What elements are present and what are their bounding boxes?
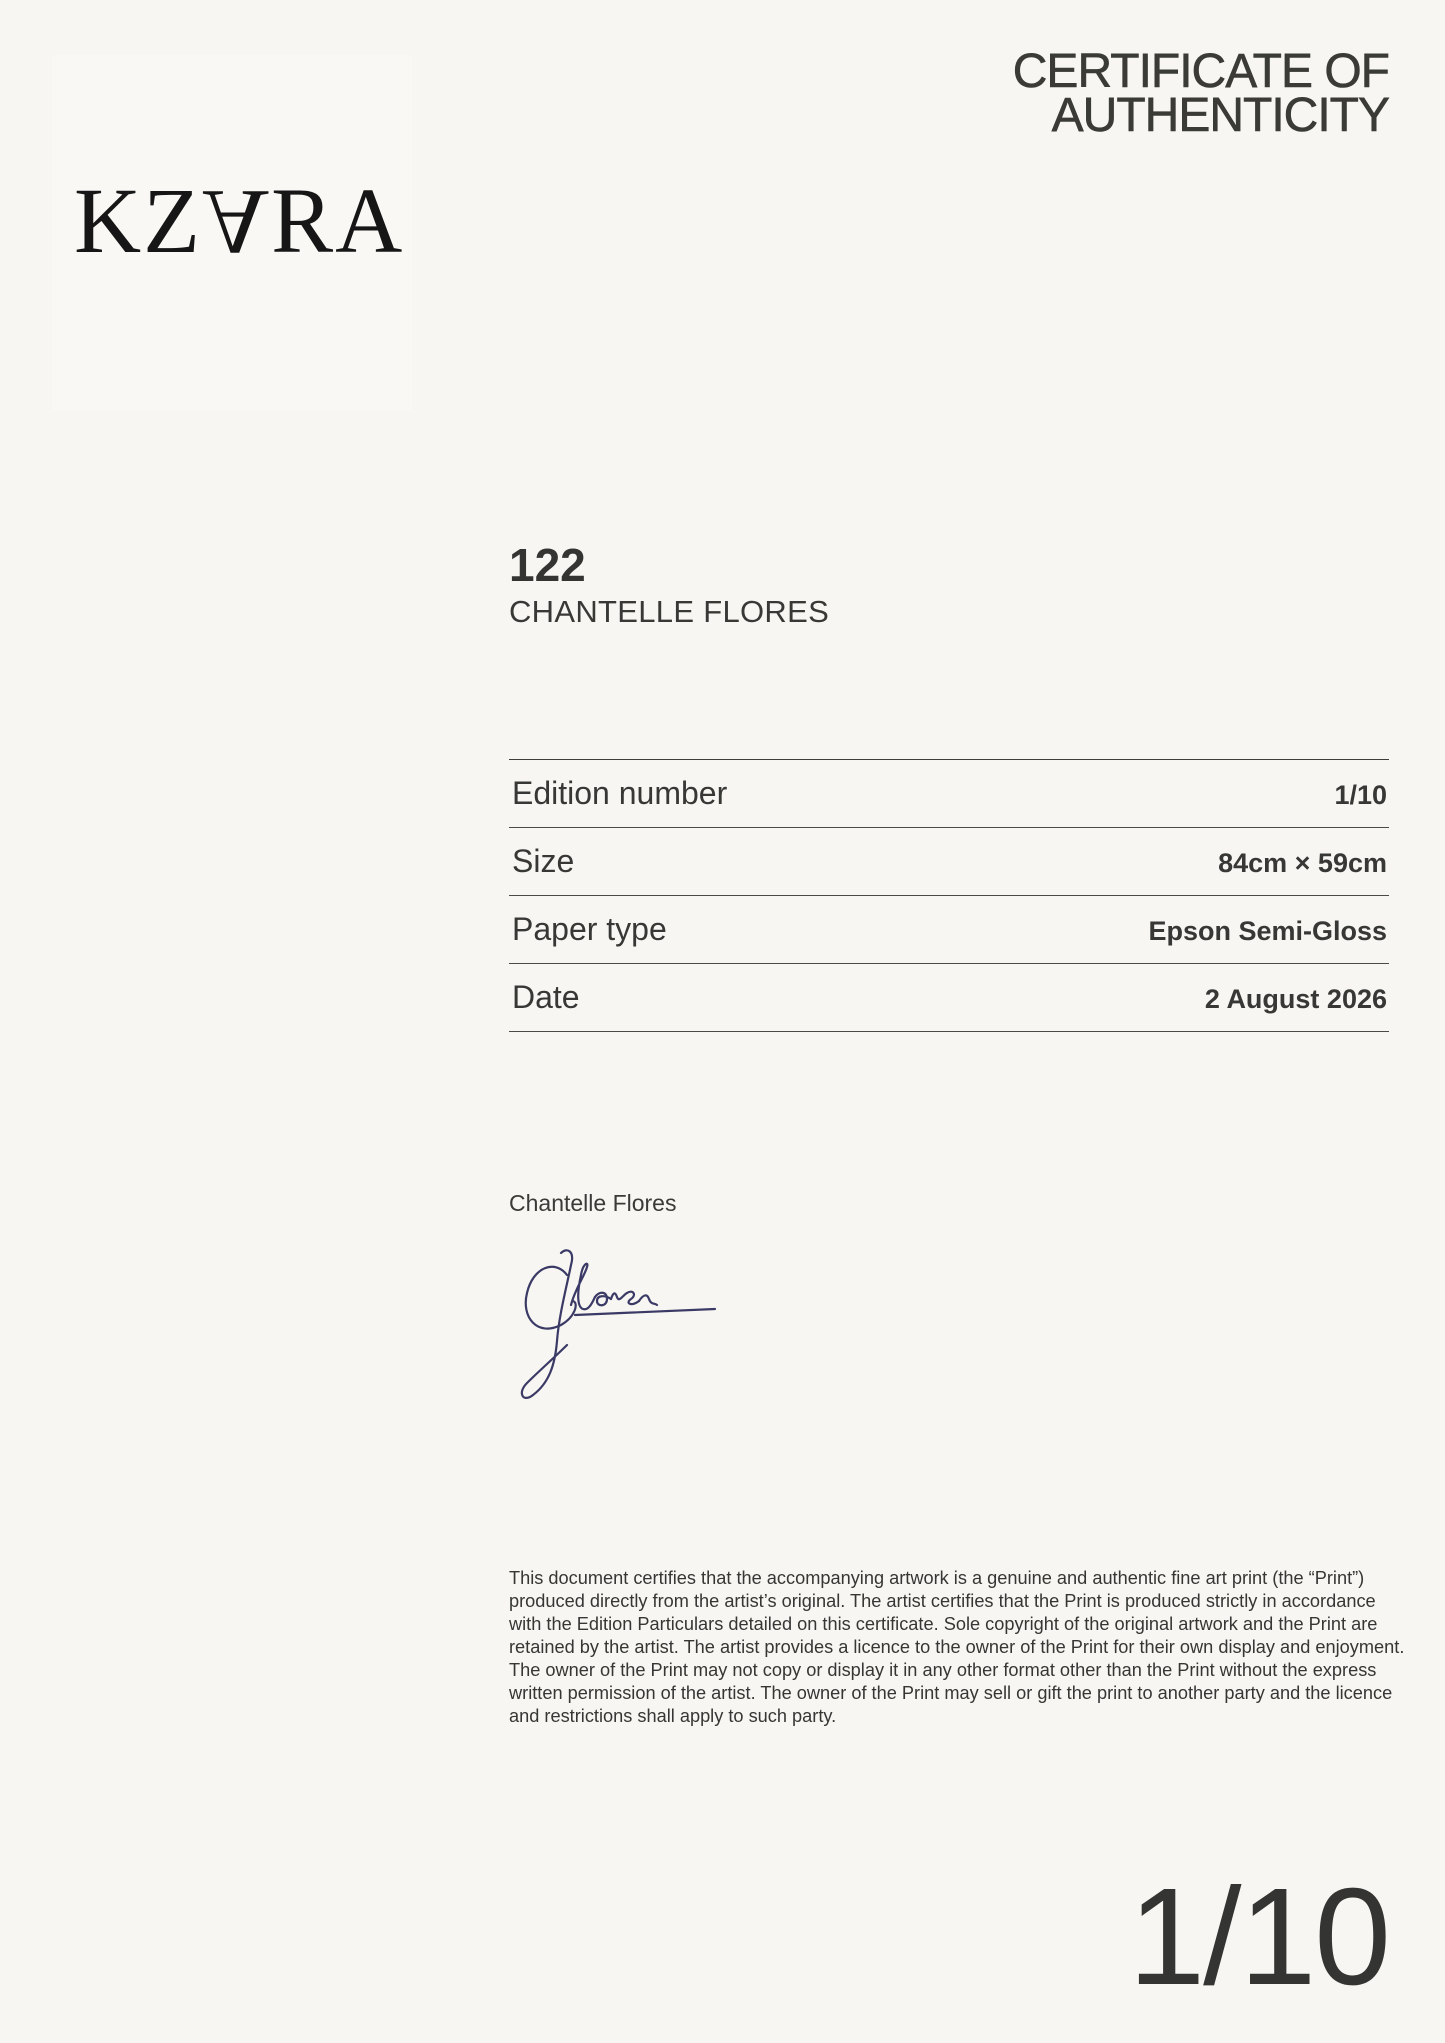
- logo-panel: [52, 55, 412, 410]
- detail-row-date: [509, 964, 1389, 1032]
- legal-paragraph: This document certifies that the accompanying artwork is a genuine and authentic fine art print (the “Print”) produced directly from the artist’s original. The artist certifies that the Print is produced strictly in accordance with the Edition Particulars detailed on this certificate. Sole copyright of the original artwork and the Print are retained by the artist. The artist provides a licence to the owner of the Print for their own display and enjoyment. The owner of the Print may not copy or display it in any other format other than the Print without the express written permission of the artist. The owner of the Print may sell or gift the print to another party and the licence and restrictions shall apply to such party.: [509, 1568, 1405, 1726]
- detail-label: Edition number: [512, 775, 728, 811]
- detail-label: Date: [512, 979, 580, 1015]
- certificate-title-line2: AUTHENTICITY: [1051, 89, 1389, 142]
- detail-row-paper-type: [509, 896, 1389, 964]
- signer-name: Chantelle Flores: [509, 1190, 677, 1216]
- detail-row-edition-number: [509, 760, 1389, 828]
- artwork-title: 122: [509, 539, 586, 591]
- detail-value: 2 August 2026: [1204, 984, 1387, 1014]
- detail-row-size: [509, 828, 1389, 896]
- edition-number-large: 1/10: [1128, 1860, 1389, 2014]
- detail-value: 84cm × 59cm: [1218, 848, 1387, 878]
- handwritten-signature: [515, 1245, 730, 1405]
- artist-name: CHANTELLE FLORES: [509, 594, 830, 629]
- detail-label: Paper type: [512, 911, 667, 947]
- certificate-title-line1: CERTIFICATE OF: [1012, 45, 1389, 98]
- detail-value: 1/10: [1334, 780, 1387, 810]
- detail-label: Size: [512, 843, 575, 879]
- certificate-title: [1012, 45, 1389, 142]
- edition-details-table: [509, 759, 1389, 1032]
- certificate-legal-text: [509, 1567, 1411, 1728]
- brand-logo: KZARA: [74, 170, 405, 273]
- detail-value: Epson Semi-Gloss: [1148, 916, 1387, 946]
